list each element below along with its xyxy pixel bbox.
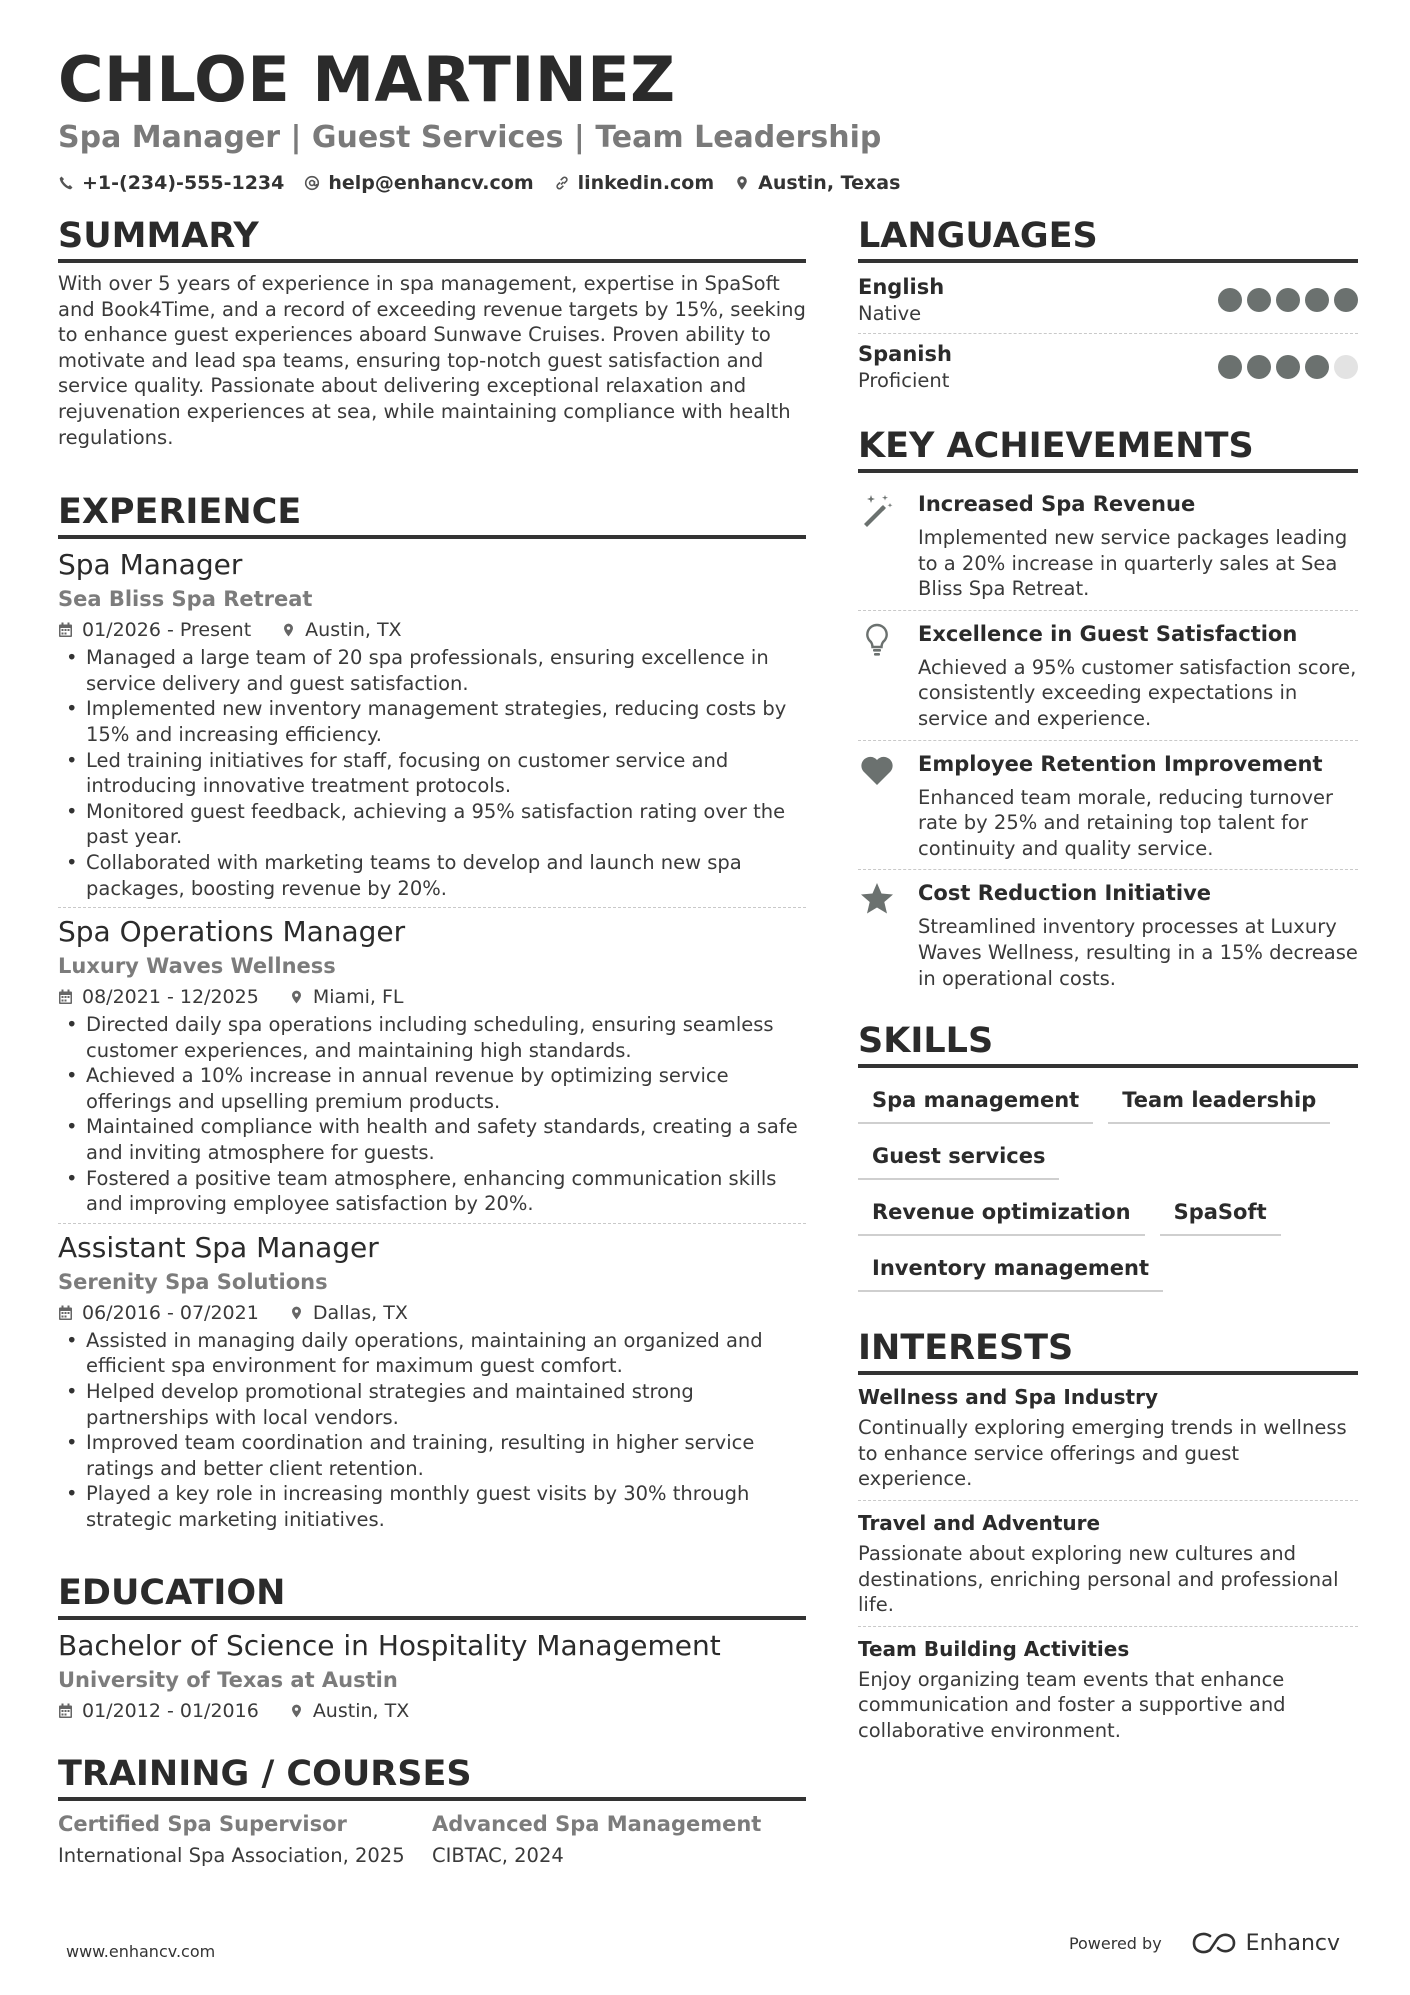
phone-icon [58, 175, 74, 191]
contact-linkedin[interactable] [554, 172, 715, 194]
training-list [58, 1809, 806, 1873]
achievement-item [858, 869, 1358, 999]
job-company: Sea Bliss Spa Retreat [58, 587, 313, 612]
job-bullet: • Played a key role in increasing monthly guest visits by 30% through strategic marketing initiatives. [58, 1481, 806, 1532]
powered-by-text: Powered by [1068, 1933, 1162, 1953]
education-meta [58, 1696, 806, 1726]
skills-section [858, 1019, 1358, 1304]
achievement-desc: Implemented new service packages leading to a 20% increase in quarterly sales at Sea Bliss Spa Retreat. [918, 526, 1348, 601]
training-heading: TRAINING / COURSES [58, 1752, 806, 1801]
experience-heading: EXPERIENCE [58, 490, 806, 539]
achievements-section [858, 424, 1358, 999]
skills-heading: SKILLS [858, 1019, 1358, 1068]
skill-tag: SpaSoft [1160, 1192, 1281, 1236]
interest-item [858, 1383, 1358, 1500]
job-bullet: • Maintained compliance with health and safety standards, creating a safe and inviting atmosphere for guests. [58, 1114, 806, 1165]
language-item [858, 271, 1358, 333]
job-bullet: • Achieved a 10% increase in annual revenue by optimizing service offerings and upselling premium products. [58, 1063, 806, 1114]
rating-dot [1305, 355, 1329, 379]
rating-dot [1247, 288, 1271, 312]
job-company: Serenity Spa Solutions [58, 1269, 328, 1294]
language-level: Proficient [858, 369, 950, 392]
map-pin-icon [289, 989, 304, 1005]
job-role: Spa Operations Manager [58, 915, 406, 949]
email-text: help@enhancv.com [328, 172, 534, 194]
job-bullet: • Fostered a positive team atmosphere, enhancing communication skills and improving employee satisfaction by 20%. [58, 1166, 806, 1217]
lightbulb-icon [858, 621, 896, 659]
training-item [432, 1809, 806, 1873]
job-dates-text: 06/2016 - 07/2021 [82, 1301, 259, 1324]
right-column [858, 214, 1358, 1751]
magic-wand-icon [858, 491, 896, 529]
skill-tag: Inventory management [858, 1248, 1163, 1292]
languages-heading: LANGUAGES [858, 214, 1358, 263]
job-dates-text: 08/2021 - 12/2025 [82, 986, 259, 1009]
map-pin-icon [289, 1703, 304, 1719]
achievement-title: Increased Spa Revenue [918, 492, 1196, 516]
skill-tag: Guest services [858, 1136, 1059, 1180]
job-bullet: • Directed daily spa operations including scheduling, ensuring seamless customer experiences, and maintaining high standards. [58, 1012, 806, 1063]
languages-section [858, 214, 1358, 400]
footer-branding [1069, 1930, 1340, 1956]
resume-header [58, 44, 1358, 194]
education-location-text: Austin, TX [312, 1699, 410, 1722]
location-text: Austin, Texas [758, 172, 901, 194]
rating-dot [1276, 355, 1300, 379]
training-name: Certified Spa Supervisor [58, 1811, 347, 1836]
enhancv-logo[interactable] [1190, 1930, 1340, 1956]
job-meta [58, 982, 806, 1012]
rating-dot [1247, 355, 1271, 379]
interest-item [858, 1500, 1358, 1626]
job-company: Luxury Waves Wellness [58, 954, 336, 979]
job-dates [58, 1298, 259, 1328]
language-name: English [858, 275, 945, 299]
job-location-text: Miami, FL [312, 986, 404, 1009]
job-role: Assistant Spa Manager [58, 1230, 379, 1264]
map-pin-icon [734, 175, 750, 191]
job-bullet: • Collaborated with marketing teams to develop and launch new spa packages, boosting revenue by 20%. [58, 850, 806, 901]
job-entry [58, 1223, 806, 1539]
job-meta [58, 615, 806, 645]
job-bullet: • Managed a large team of 20 spa professionals, ensuring excellence in service delivery and guest satisfaction. [58, 645, 806, 696]
contact-email[interactable] [304, 172, 533, 194]
education-degree: Bachelor of Science in Hospitality Management [58, 1628, 721, 1662]
language-rating [1213, 288, 1358, 312]
brand-text: Enhancv [1245, 1930, 1340, 1956]
candidate-title: Spa Manager | Guest Services | Team Leadership [58, 120, 882, 155]
map-pin-icon [289, 1305, 304, 1321]
contact-location [734, 172, 900, 194]
interest-desc: Passionate about exploring new cultures and destinations, enriching personal and professional life. [858, 1541, 1339, 1617]
achievements-heading: KEY ACHIEVEMENTS [858, 424, 1358, 473]
job-location [281, 615, 401, 645]
job-role: Spa Manager [58, 548, 243, 582]
heart-icon [858, 751, 896, 789]
interest-item [858, 1626, 1358, 1752]
summary-heading: SUMMARY [58, 214, 806, 263]
training-section [58, 1752, 806, 1873]
job-dates [58, 615, 251, 645]
interest-title: Travel and Adventure [858, 1510, 1101, 1535]
experience-section [58, 490, 806, 1538]
at-icon [304, 175, 320, 191]
map-pin-icon [281, 622, 296, 638]
rating-dot [1276, 288, 1300, 312]
language-rating [1213, 355, 1358, 379]
achievement-desc: Streamlined inventory processes at Luxury Waves Wellness, resulting in a 15% decrease in operational costs. [918, 915, 1358, 990]
summary-text: With over 5 years of experience in spa management, expertise in SpaSoft and Book4Time, and a record of exceeding revenue targets by 15%, seeking to enhance guest experiences aboard Sunwave Cruises. Proven ability to motivate and lead spa teams, ensuring top-notch guest satisfaction and service quality. Passionate about delivering exceptional relaxation and rejuvenation experiences at sea, while maintaining compliance with health regulations. [58, 272, 806, 449]
training-name: Advanced Spa Management [432, 1811, 762, 1836]
job-location [289, 982, 404, 1012]
achievement-desc: Achieved a 95% customer satisfaction score, consistently exceeding expectations in service and experience. [918, 655, 1357, 730]
job-bullet: • Monitored guest feedback, achieving a 95% satisfaction rating over the past year. [58, 799, 806, 850]
job-entry [58, 907, 806, 1223]
education-location [289, 1696, 409, 1726]
contact-phone[interactable] [58, 172, 284, 194]
candidate-name: CHLOE MARTINEZ [58, 43, 676, 116]
job-bullet: • Assisted in managing daily operations, maintaining an organized and efficient spa environment for maximum guest comfort. [58, 1328, 806, 1379]
achievement-item [858, 740, 1358, 870]
calendar-icon [58, 1305, 73, 1321]
job-location [289, 1298, 408, 1328]
job-bullet: • Led training initiatives for staff, focusing on customer service and introducing innovative treatment protocols. [58, 748, 806, 799]
job-location-text: Austin, TX [305, 619, 402, 642]
interest-desc: Enjoy organizing team events that enhance communication and foster a supportive and collaborative environment. [858, 1667, 1286, 1742]
skill-tag: Revenue optimization [858, 1192, 1145, 1236]
interests-heading: INTERESTS [858, 1326, 1358, 1375]
calendar-icon [58, 1703, 73, 1719]
job-bullet: • Helped develop promotional strategies and maintained strong partnerships with local vendors. [58, 1379, 806, 1430]
job-bullets [58, 1328, 806, 1533]
job-entry [58, 547, 806, 907]
education-dates [58, 1696, 259, 1726]
education-school: University of Texas at Austin [58, 1667, 398, 1692]
interest-desc: Continually exploring emerging trends in wellness to enhance service offerings and guest experience. [858, 1416, 1347, 1491]
interest-title: Wellness and Spa Industry [858, 1385, 1158, 1410]
job-bullet: • Implemented new inventory management strategies, reducing costs by 15% and increasing efficiency. [58, 696, 806, 747]
interests-section [858, 1326, 1358, 1751]
rating-dot [1218, 288, 1242, 312]
language-name: Spanish [858, 342, 952, 366]
skills-list [858, 1076, 1358, 1304]
star-icon [858, 880, 896, 918]
phone-text: +1-(234)-555-1234 [82, 172, 285, 194]
linkedin-text: linkedin.com [577, 172, 715, 194]
achievement-item [858, 610, 1358, 740]
achievement-item [858, 481, 1358, 610]
language-level: Native [858, 302, 922, 325]
achievement-title: Employee Retention Improvement [918, 751, 1323, 776]
achievement-title: Excellence in Guest Satisfaction [918, 621, 1298, 646]
job-location-text: Dallas, TX [312, 1301, 408, 1324]
interest-title: Team Building Activities [858, 1636, 1130, 1661]
achievement-title: Cost Reduction Initiative [918, 881, 1211, 906]
rating-dot [1334, 355, 1358, 379]
training-item [58, 1809, 432, 1873]
enhancv-logo-icon [1190, 1930, 1238, 1956]
link-icon [554, 175, 570, 191]
achievement-desc: Enhanced team morale, reducing turnover rate by 25% and retaining top talent for continuity and quality service. [918, 785, 1334, 860]
language-item [858, 333, 1358, 400]
job-dates-text: 01/2026 - Present [82, 619, 252, 642]
rating-dot [1334, 288, 1358, 312]
summary-section [58, 214, 806, 450]
education-dates-text: 01/2012 - 01/2016 [82, 1699, 259, 1722]
rating-dot [1218, 355, 1242, 379]
rating-dot [1305, 288, 1329, 312]
job-meta [58, 1298, 806, 1328]
calendar-icon [58, 622, 73, 638]
job-bullet: • Improved team coordination and training, resulting in higher service ratings and better client retention. [58, 1430, 806, 1481]
skill-tag: Team leadership [1108, 1080, 1330, 1124]
training-org: CIBTAC, 2024 [432, 1843, 564, 1867]
left-column [58, 214, 806, 1873]
job-bullets [58, 1012, 806, 1217]
calendar-icon [58, 989, 73, 1005]
education-heading: EDUCATION [58, 1571, 806, 1620]
footer-website[interactable]: www.enhancv.com [66, 1942, 216, 1961]
job-dates [58, 982, 259, 1012]
contact-row [58, 172, 1358, 194]
job-bullets [58, 645, 806, 901]
skill-tag: Spa management [858, 1080, 1093, 1124]
training-org: International Spa Association, 2025 [58, 1843, 405, 1867]
education-section [58, 1571, 806, 1726]
